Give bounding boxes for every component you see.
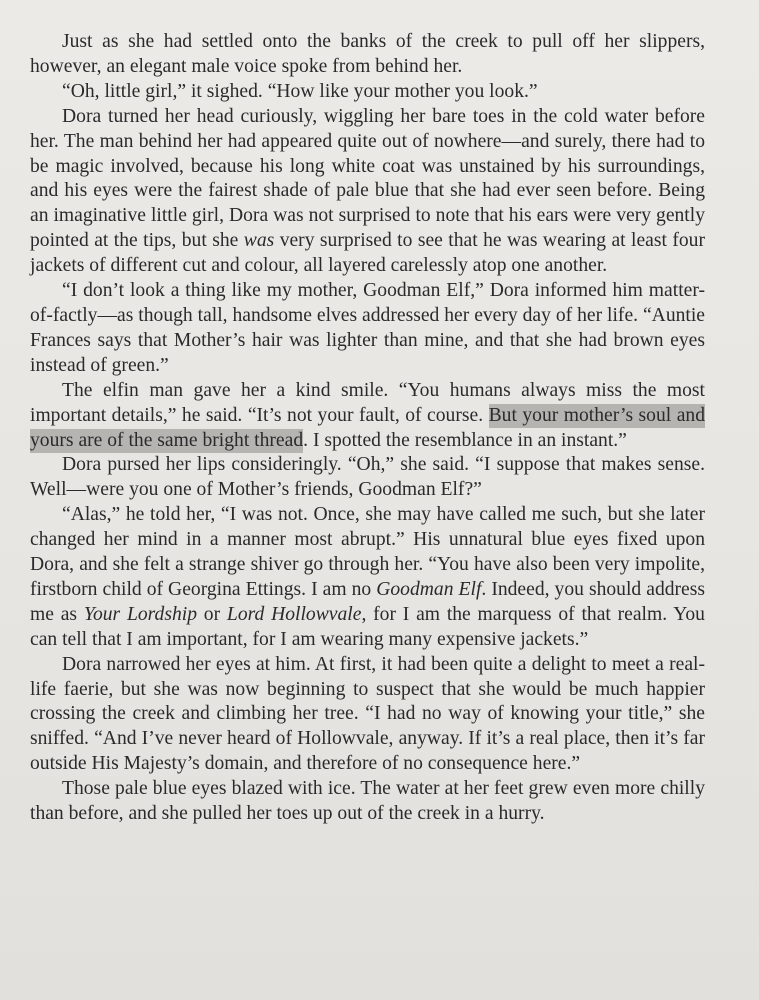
- book-page: [30, 30, 705, 827]
- emphasis-lord-hollowvale: Lord Hollowvale: [226, 603, 362, 625]
- emphasis-was: was: [243, 230, 275, 252]
- text-run: Dora narrowed her eyes at him. At first, it had been quite a delight to meet a real-life faerie, but she was now beginning to suspect that she would be much happier crossing the creek and climbing her tree. “I had no way of knowing your title,” she sniffed. “And I’ve never heard of Hollowvale, anyway. If it’s a real place, then it’s far outside His Majesty’s domain, and therefore of no consequence here.”: [30, 653, 705, 775]
- text-run: . Indeed, you should address me as: [30, 578, 706, 625]
- text-run: or: [197, 603, 227, 625]
- text-run: Dora pursed her lips consideringly. “Oh,” she said. “I suppose that makes sense. Well—were you one of Mother’s friends, Goodman Elf?”: [30, 454, 705, 501]
- paragraph-1: [30, 30, 705, 80]
- paragraph-6: [30, 453, 705, 503]
- text-run: Those pale blue eyes blazed with ice. The water at her feet grew even more chilly than before, and she pulled her toes up out of the creek in a hurry.: [30, 778, 705, 825]
- emphasis-goodman-elf: Goodman Elf: [376, 578, 482, 600]
- text-run: “I don’t look a thing like my mother, Goodman Elf,” Dora informed him matter-of-factly—as though tall, handsome elves addressed her every day of her life. “Auntie Frances says that Mother’s hair was lighter than mine, and that she had brown eyes instead of green.”: [30, 280, 705, 376]
- text-run: . I spotted the resemblance in an instant.”: [303, 429, 627, 451]
- text-run: The elfin man gave her a kind smile. “You humans always miss the most important details,” he said. “It’s not your fault, of course.: [30, 379, 705, 426]
- paragraph-7: [30, 503, 705, 652]
- text-run: very surprised to see that he was wearing at least four jackets of different cut and colour, all layered carelessly atop one another.: [30, 230, 705, 277]
- paragraph-8: [30, 653, 705, 778]
- text-run: “Alas,” he told her, “I was not. Once, she may have called me such, but she later changed her mind in a manner most abrupt.” His unnatural blue eyes fixed upon Dora, and she felt a strange shiver go through her. “You have also been very impolite, firstborn child of Georgina Ettings. I am no: [30, 504, 705, 600]
- text-run: , for I am the marquess of that realm. You can tell that I am important, for I am wearing many expensive jackets.”: [30, 603, 705, 650]
- paragraph-5: [30, 379, 705, 454]
- text-run: “Oh, little girl,” it sighed. “How like your mother you look.”: [62, 80, 538, 102]
- paragraph-2: [30, 80, 705, 105]
- highlighted-passage[interactable]: But your mother’s soul and yours are of the same bright thread: [30, 404, 705, 451]
- paragraph-3: [30, 105, 705, 279]
- text-run: Just as she had settled onto the banks of the creek to pull off her slippers, however, an elegant male voice spoke from behind her.: [30, 31, 705, 77]
- text-run: Dora turned her head curiously, wiggling her bare toes in the cold water before her. The man behind her had appeared quite out of nowhere—and surely, there had to be magic involved, because his long white coat was unstained by his surroundings, and his eyes were the fairest shade of pale blue that she had ever seen before. Being an imaginative little girl, Dora was not surprised to note that his ears were very gently pointed at the tips, but she: [30, 105, 705, 252]
- paragraph-9: [30, 777, 705, 827]
- paragraph-4: [30, 279, 705, 379]
- emphasis-your-lordship: Your Lordship: [83, 603, 198, 625]
